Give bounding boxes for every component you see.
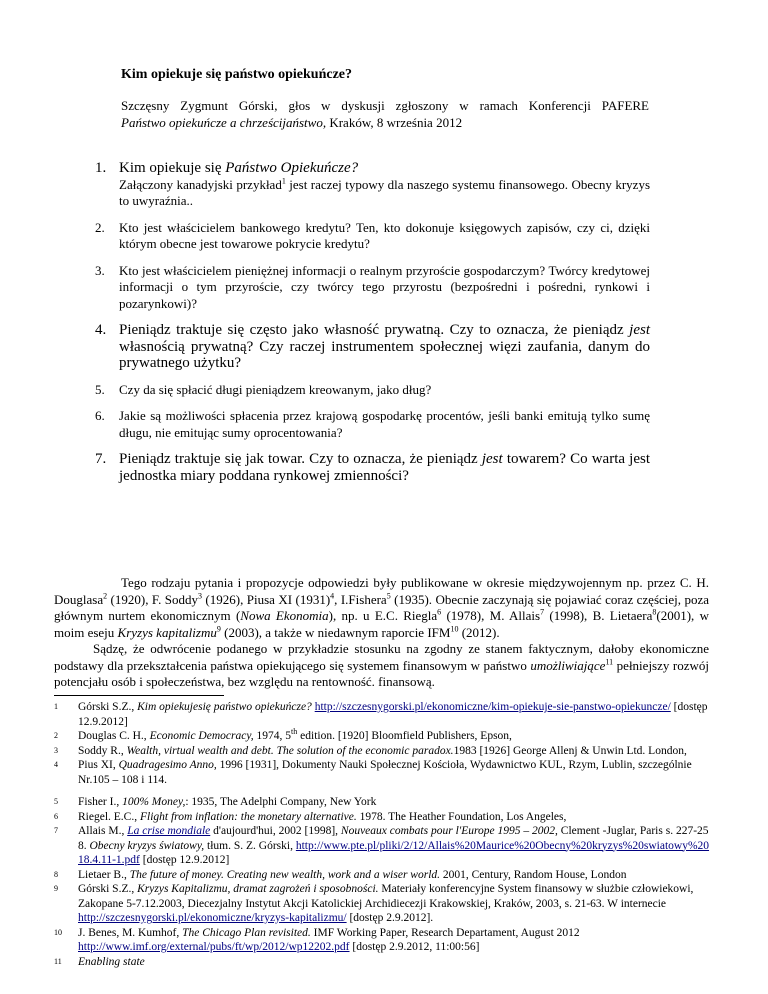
footnote-ref[interactable]: 4 [330,591,335,601]
document-title: Kim opiekuje się państwo opiekuńcze? [121,67,353,82]
list-item: 7. Pieniądz traktuje się jak towar. Czy to oznacza, że pieniądz jest towarem? Co warta jest jednostka miary poddana rynkowej zmienności? [95,451,650,484]
paragraph-history: Tego rodzaju pytania i propozycje odpowiedzi były publikowane w okresie międzywojennym np. przez C. H. Douglasa$^2$ (1920), F. Soddy$^3$ (1926), Piusa XI $(1931)^4$, I.Fishera$^5$ (1935). Obecnie zaczynają się pojawiać coraz częściej, poza głównym nurtem ekonomicznym (Nowa Ekonomia), np. u E.C. Riegla$^6$ (1978), M. Allais$^7$ (1998), B. Lietaera$^8$(2001), w moim eseju Kryzys kapitalizmu$^9$ (2003), a także w niedawnym raporcie IFM$^{10}$ (2012). [54,575,709,640]
footnote-ref[interactable]: 1 [281,176,286,186]
footnote: 7 Allais M., La crise mondiale d'aujourd'hui, 2002 [1998], Nouveaux combats pour l'Europe 1995 – 2002, Clement -Juglar, Paris s. 227-258. Obecny kryzys światowy, tłum. S. Z. Górski, http://www.pte.pl/pliki/2/12/Allais%20Maurice%20Obecny%20kryzys%20swiatowy%2018.4.11-1.pdf [dostęp 12.9.2012] [54,825,710,866]
conference-title: Państwo opiekuńcze a chrześcijaństwo, [121,115,327,130]
footnote-ref[interactable]: 9 [216,624,221,634]
question-list [95,160,650,494]
list-item: 4. Pieniądz traktuje się często jako własność prywatną. Czy to oznacza, że pieniądz jest własnością prywatną? Czy raczej instrumentem społecznej więzi zaufania, danym do prywatnego użytku? [95,322,650,371]
footnote: 5 Fisher I., 100% Money,: 1935, The Adelphi Company, New York [54,796,377,808]
footnote: 10 J. Benes, M. Kumhof, The Chicago Plan revisited. IMF Working Paper, Research Departament, August 2012 http://www.imf.org/external/pubs/ft/wp/2012/wp12202.pdf [dostęp 2.9.2012, 11:00:56] [54,926,580,953]
footnote: 8 Lietaer B., The future of money. Creating new wealth, work and a wiser world. 2001, Century, Random House, London [54,868,627,881]
footnote: 4 Pius XI, Quadragesimo Anno, 1996 [1931], Dokumenty Nauki Społecznej Kościoła, Wydawnictwo KUL, Rzym, Lublin, szczególnie Nr.105 – 108 i 114. [54,759,692,786]
list-item: 3. Kto jest właścicielem pieniężnej informacji o realnym przyroście gospodarczym? Twórcy kredytowej informacji o tym przyroście, czy twórcy tego przyrostu (bezpośredni i pośredni, rynkowi i pozarynkowi)? [95,262,650,311]
footnote-link[interactable]: http://szczesnygorski.pl/ekonomiczne/kim-opiekuje-sie-panstwo-opiekuncze/ [314,701,671,713]
author-text: Szczęsny Zygmunt Górski, głos w dyskusji zgłoszony w ramach Konferencji PAFERE [121,98,649,113]
footnote-ref[interactable]: 10 [450,624,459,634]
footnote: 11 Enabling state [54,955,145,968]
footnote-link[interactable]: http://www.pte.pl/pliki/2/12/Allais%20Maurice%20Obecny%20kryzys%20swiatowy%2018.4.11-1.pdf [78,839,710,866]
footnote-ref[interactable]: 8 [652,607,657,617]
author-line [121,97,649,131]
footnote: 6 Riegel. E.C., Flight from inflation: the monetary alternative. 1978. The Heather Foundation, Los Angeles, [54,810,567,823]
footnote: 3 Soddy R., Wealth, virtual wealth and debt. The solution of the economic paradox.1983 [1926] George Allenj & Unwin Ltd. London, [54,744,687,757]
footnotes [54,700,714,969]
footnote-link[interactable]: La crise mondiale [127,825,211,837]
list-item: 6. Jakie są możliwości spłacenia przez krajową gospodarkę procentów, jeśli banki emitują tylko sumę długu, nie emitując sumy oprocentowania? [95,408,650,440]
paragraph-conclusion: Sądzę, że odwrócenie podanego w przykładzie stosunku na zgodny ze stanem faktycznym, dałoby ekonomiczne podstawy dla przekształcenia państwa opiekującego się systemem finansowym w państwo umożliwiające$^{11}$ pełniejszy rozwój potencjału osób i społeczeństwa, bez względu na rentowność. finansową. [54,641,709,689]
footnote: 1 Górski S.Z., Kim opiekujesię państwo opiekuńcze? http://szczesnygorski.pl/ekonomiczne/kim-opiekuje-sie-panstwo-opiekuncze/ [dostęp 12.9.2012] [54,701,708,728]
footnote-link[interactable]: http://szczesnygorski.pl/ekonomiczne/kryzys-kapitalizmu/ [78,912,347,924]
footnote-separator [54,695,224,696]
footnote-ref[interactable]: 2 [103,591,108,601]
footnote-ref[interactable]: 6 [437,607,442,617]
footnote-ref[interactable]: 3 [197,591,202,601]
list-item: 2. Kto jest właścicielem bankowego kredytu? Ten, kto dokonuje księgowych zapisów, czy ci, dzięki którym obecne jest towarowe pokrycie kredytu? [95,219,650,251]
footnote-ref[interactable]: 7 [540,607,545,617]
footnote-ref[interactable]: 11 [605,657,614,667]
list-item: 5. Czy da się spłacić długi pieniądzem kreowanym, jako dług? [95,381,432,397]
footnote-link[interactable]: http://www.imf.org/external/pubs/ft/wp/2012/wp12202.pdf [78,941,350,953]
footnote: 2 Douglas C. H., Economic Democracy, 1974, 5th edition. [1920] Bloomfield Publishers, Epson, [54,727,512,742]
footnote-ref[interactable]: 5 [386,591,391,601]
conference-place-date: Kraków, 8 września 2012 [326,115,463,130]
list-item: 1. Kim opiekuje się Państwo Opiekuńcze? Załączony kanadyjski przykład$^1$ jest raczej typowy dla naszego systemu finansowego. Obecny kryzys to uwyraźnia.. [95,160,651,208]
footnote: 9 Górski S.Z., Kryzys Kapitalizmu, dramat zagrożeń i sposobności. Materiały konferencyjne System finansowy w służbie człowiekowi, Zakopane 5-7.12.2003, Diecezjalny Instytut Akcji Katolickiej Archidiecezji Krakowskiej, Kraków, 2003, s. 21-63. W internecie http://szczesnygorski.pl/ekonomiczne/kryzys-kapitalizmu/ [dostęp 2.9.2012]. [54,883,694,924]
